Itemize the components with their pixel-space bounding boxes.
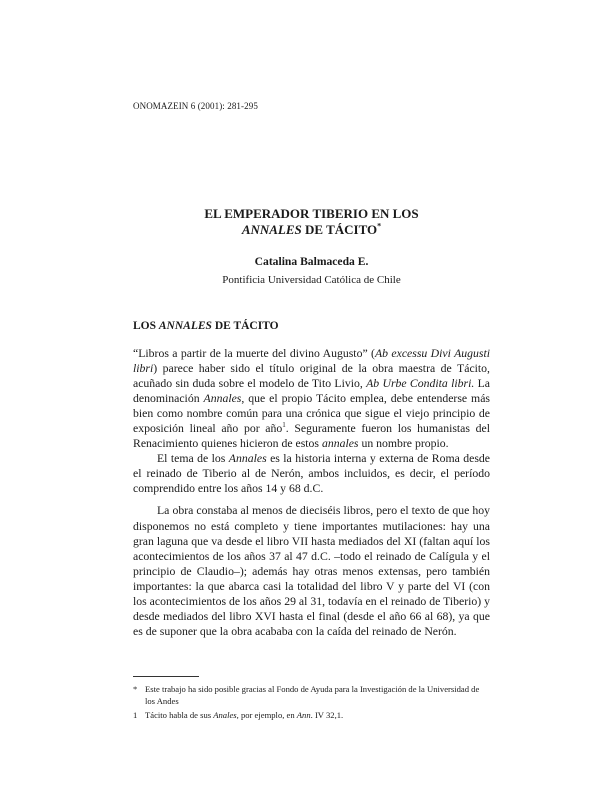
footnote-rule [133,676,199,677]
footnote-1-italic-anales: Anales [213,710,237,720]
p1-text-g: , que el propio Tácito emplea, debe entenderse más bien como nombre común para una crónica que sigue el viejo principio de exposición lineal año por año [133,392,490,436]
p1-text-e: La denominación [133,377,490,406]
footnote-star-mark: * [133,684,138,694]
p2-italic-annales: Annales [228,452,267,466]
p1-text-c: ) parece haber sido el título original de la obra maestra de Tácito, acuñado sin duda sobre el modelo de Tito Livio, [133,362,490,391]
title-line-2-rest: DE TÁCITO [301,222,378,237]
p1-text-i: . Seguramente fueron los humanistas del Renacimiento quienes hicieron de estos [133,422,490,451]
title-italic-word: ANNALES [241,222,302,237]
p1-text-k: un nombre propio. [358,437,449,451]
p1-italic-annales-lower: annales [321,437,359,451]
paragraph-2 [133,451,490,496]
footnote-ref-1[interactable]: 1 [282,421,286,430]
section-heading-suffix: DE TÁCITO [211,320,279,332]
paragraph-1 [133,346,490,451]
footnote-1-text-c: , por ejemplo, en [236,710,297,720]
p1-italic-annales: Annales [203,392,242,406]
footnote-1-text-a: Tácito habla de sus [145,710,214,720]
author-name: Catalina Balmaceda E. [254,255,369,268]
p1-text-a: “Libros a partir de la muerte del divino Augusto” ( [133,347,375,360]
footnotes [133,684,490,722]
p1-italic-latin-title: Ab excessu Divi Augusti libri [133,347,490,376]
body-text [133,346,490,639]
journal-reference: ONOMAZEIN 6 (2001): 281-295 [133,101,258,111]
title-line-1: EL EMPERADOR TIBERIO EN LOS [204,206,419,221]
footnote-star [133,684,490,707]
footnote-star-text: Este trabajo ha sido posible gracias al Fondo de Ayuda para la Investigación de la Universidad de los Andes [145,684,480,706]
paragraph-3: La obra constaba al menos de dieciséis libros, pero el texto de que hoy disponemos no está completo y tiene importantes mutilaciones: hay una gran laguna que va desde el libro VII hasta mediados del XI (faltan aquí los acontecimientos de los años 37 al 47 d.C. –todo el reinado de Calígula y el principio de Claudio–); además hay otras menos extensas, pero también importantes: la que abarca casi la totalidad del libro V y parte del VI (con los acontecimientos de los años 29 al 31, todavía en el reinado de Tiberio) y desde mediados del libro XVI hasta el final (desde el año 66 al 68), ya que es de suponer que la obra acababa con la caída del reinado de Nerón. [133,504,490,638]
p2-text-a: El tema de los [157,452,229,466]
title-footnote-mark[interactable]: * [377,221,382,231]
p2-text-c: es la historia interna y externa de Roma desde el reinado de Tiberio al de Nerón, ambos incluidos, es decir, el período comprendido entre los años 14 y 68 d.C. [133,452,490,496]
section-heading [133,320,279,332]
title-line-2 [133,222,490,238]
author-affiliation: Pontificia Universidad Católica de Chile [222,274,401,286]
p1-italic-ab-urbe: Ab Urbe Condita libri. [366,377,475,391]
footnote-1 [133,710,490,722]
footnote-1-mark: 1 [133,710,138,720]
footnote-1-text-e: . IV 32,1. [310,710,344,720]
section-heading-italic: ANNALES [158,320,212,332]
paragraph-gap [133,496,490,503]
section-heading-prefix: LOS [133,320,159,332]
footnote-1-italic-ann: Ann [296,710,311,720]
article-title [133,206,490,238]
